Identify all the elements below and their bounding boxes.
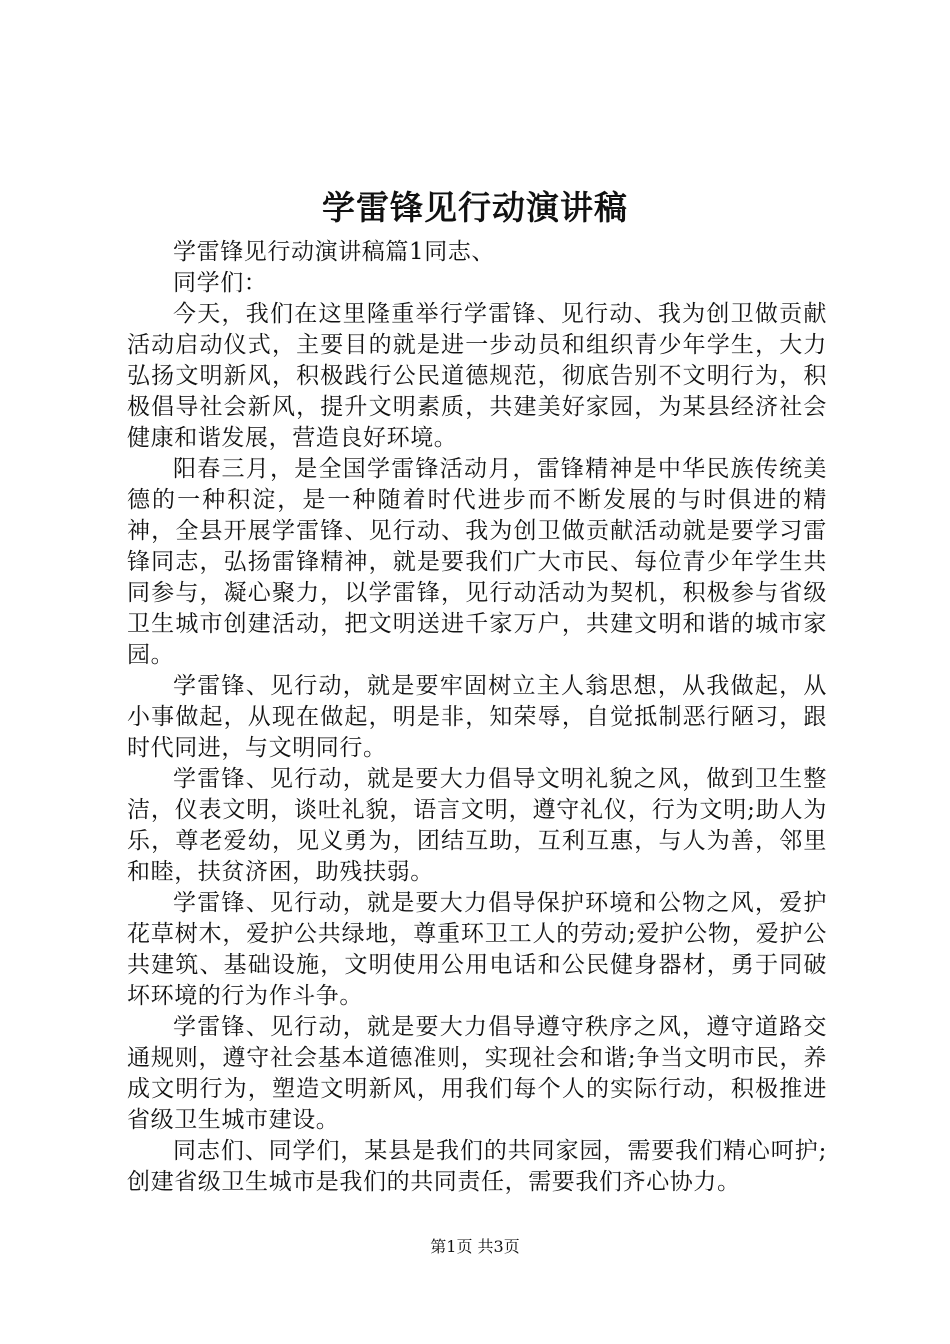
paragraph-intro: 学雷锋见行动演讲稿篇1同志、 (173, 239, 496, 265)
paragraph-closing: 同志们、同学们，某县是我们的共同家园，需要我们精心呵护;创建省级卫生城市是我们的共同责任，需要我们齐心协力。 (127, 1138, 827, 1195)
document-title: 学雷锋见行动演讲稿 (322, 188, 628, 227)
paragraph-order: 学雷锋、见行动，就是要大力倡导遵守秩序之风，遵守道路交通规则，遵守社会基本道德准则，实现社会和谐;争当文明市民，养成文明行为，塑造文明新风，用我们每个人的实际行动，积极推进省级卫生城市建设。 (127, 1014, 827, 1133)
page-footer: 第1页 共3页 (430, 1237, 520, 1256)
document-body (127, 237, 827, 1198)
paragraph-salutation: 同学们： (173, 270, 268, 296)
paragraph-opening: 今天，我们在这里隆重举行学雷锋、见行动、我为创卫做贡献活动启动仪式，主要目的就是进一步动员和组织青少年学生，大力弘扬文明新风，积极践行公民道德规范，彻底告别不文明行为，积极倡导社会新风，提升文明素质，共建美好家园，为某县经济社会健康和谐发展，营造良好环境。 (127, 301, 827, 451)
paragraph-civility: 学雷锋、见行动，就是要大力倡导文明礼貌之风，做到卫生整洁，仪表文明，谈吐礼貌，语言文明，遵守礼仪，行为文明;助人为乐，尊老爱幼，见义勇为，团结互助，互利互惠，与人为善，邻里和睦，扶贫济困，助残扶弱。 (127, 766, 827, 885)
paragraph-environment: 学雷锋、见行动，就是要大力倡导保护环境和公物之风，爱护花草树木，爱护公共绿地，尊重环卫工人的劳动;爱护公物，爱护公共建筑、基础设施，文明使用公用电话和公民健身器材，勇于同破坏环境的行为作斗争。 (127, 890, 827, 1009)
paragraph-ownership: 学雷锋、见行动，就是要牢固树立主人翁思想，从我做起，从小事做起，从现在做起，明是非，知荣辱，自觉抵制恶行陋习，跟时代同进，与文明同行。 (127, 673, 827, 761)
paragraph-spring-march: 阳春三月，是全国学雷锋活动月，雷锋精神是中华民族传统美德的一种积淀，是一种随着时代进步而不断发展的与时俱进的精神，全县开展学雷锋、见行动、我为创卫做贡献活动就是要学习雷锋同志，弘扬雷锋精神，就是要我们广大市民、每位青少年学生共同参与，凝心聚力，以学雷锋，见行动活动为契机，积极参与省级卫生城市创建活动，把文明送进千家万户，共建文明和谐的城市家园。 (127, 456, 827, 668)
